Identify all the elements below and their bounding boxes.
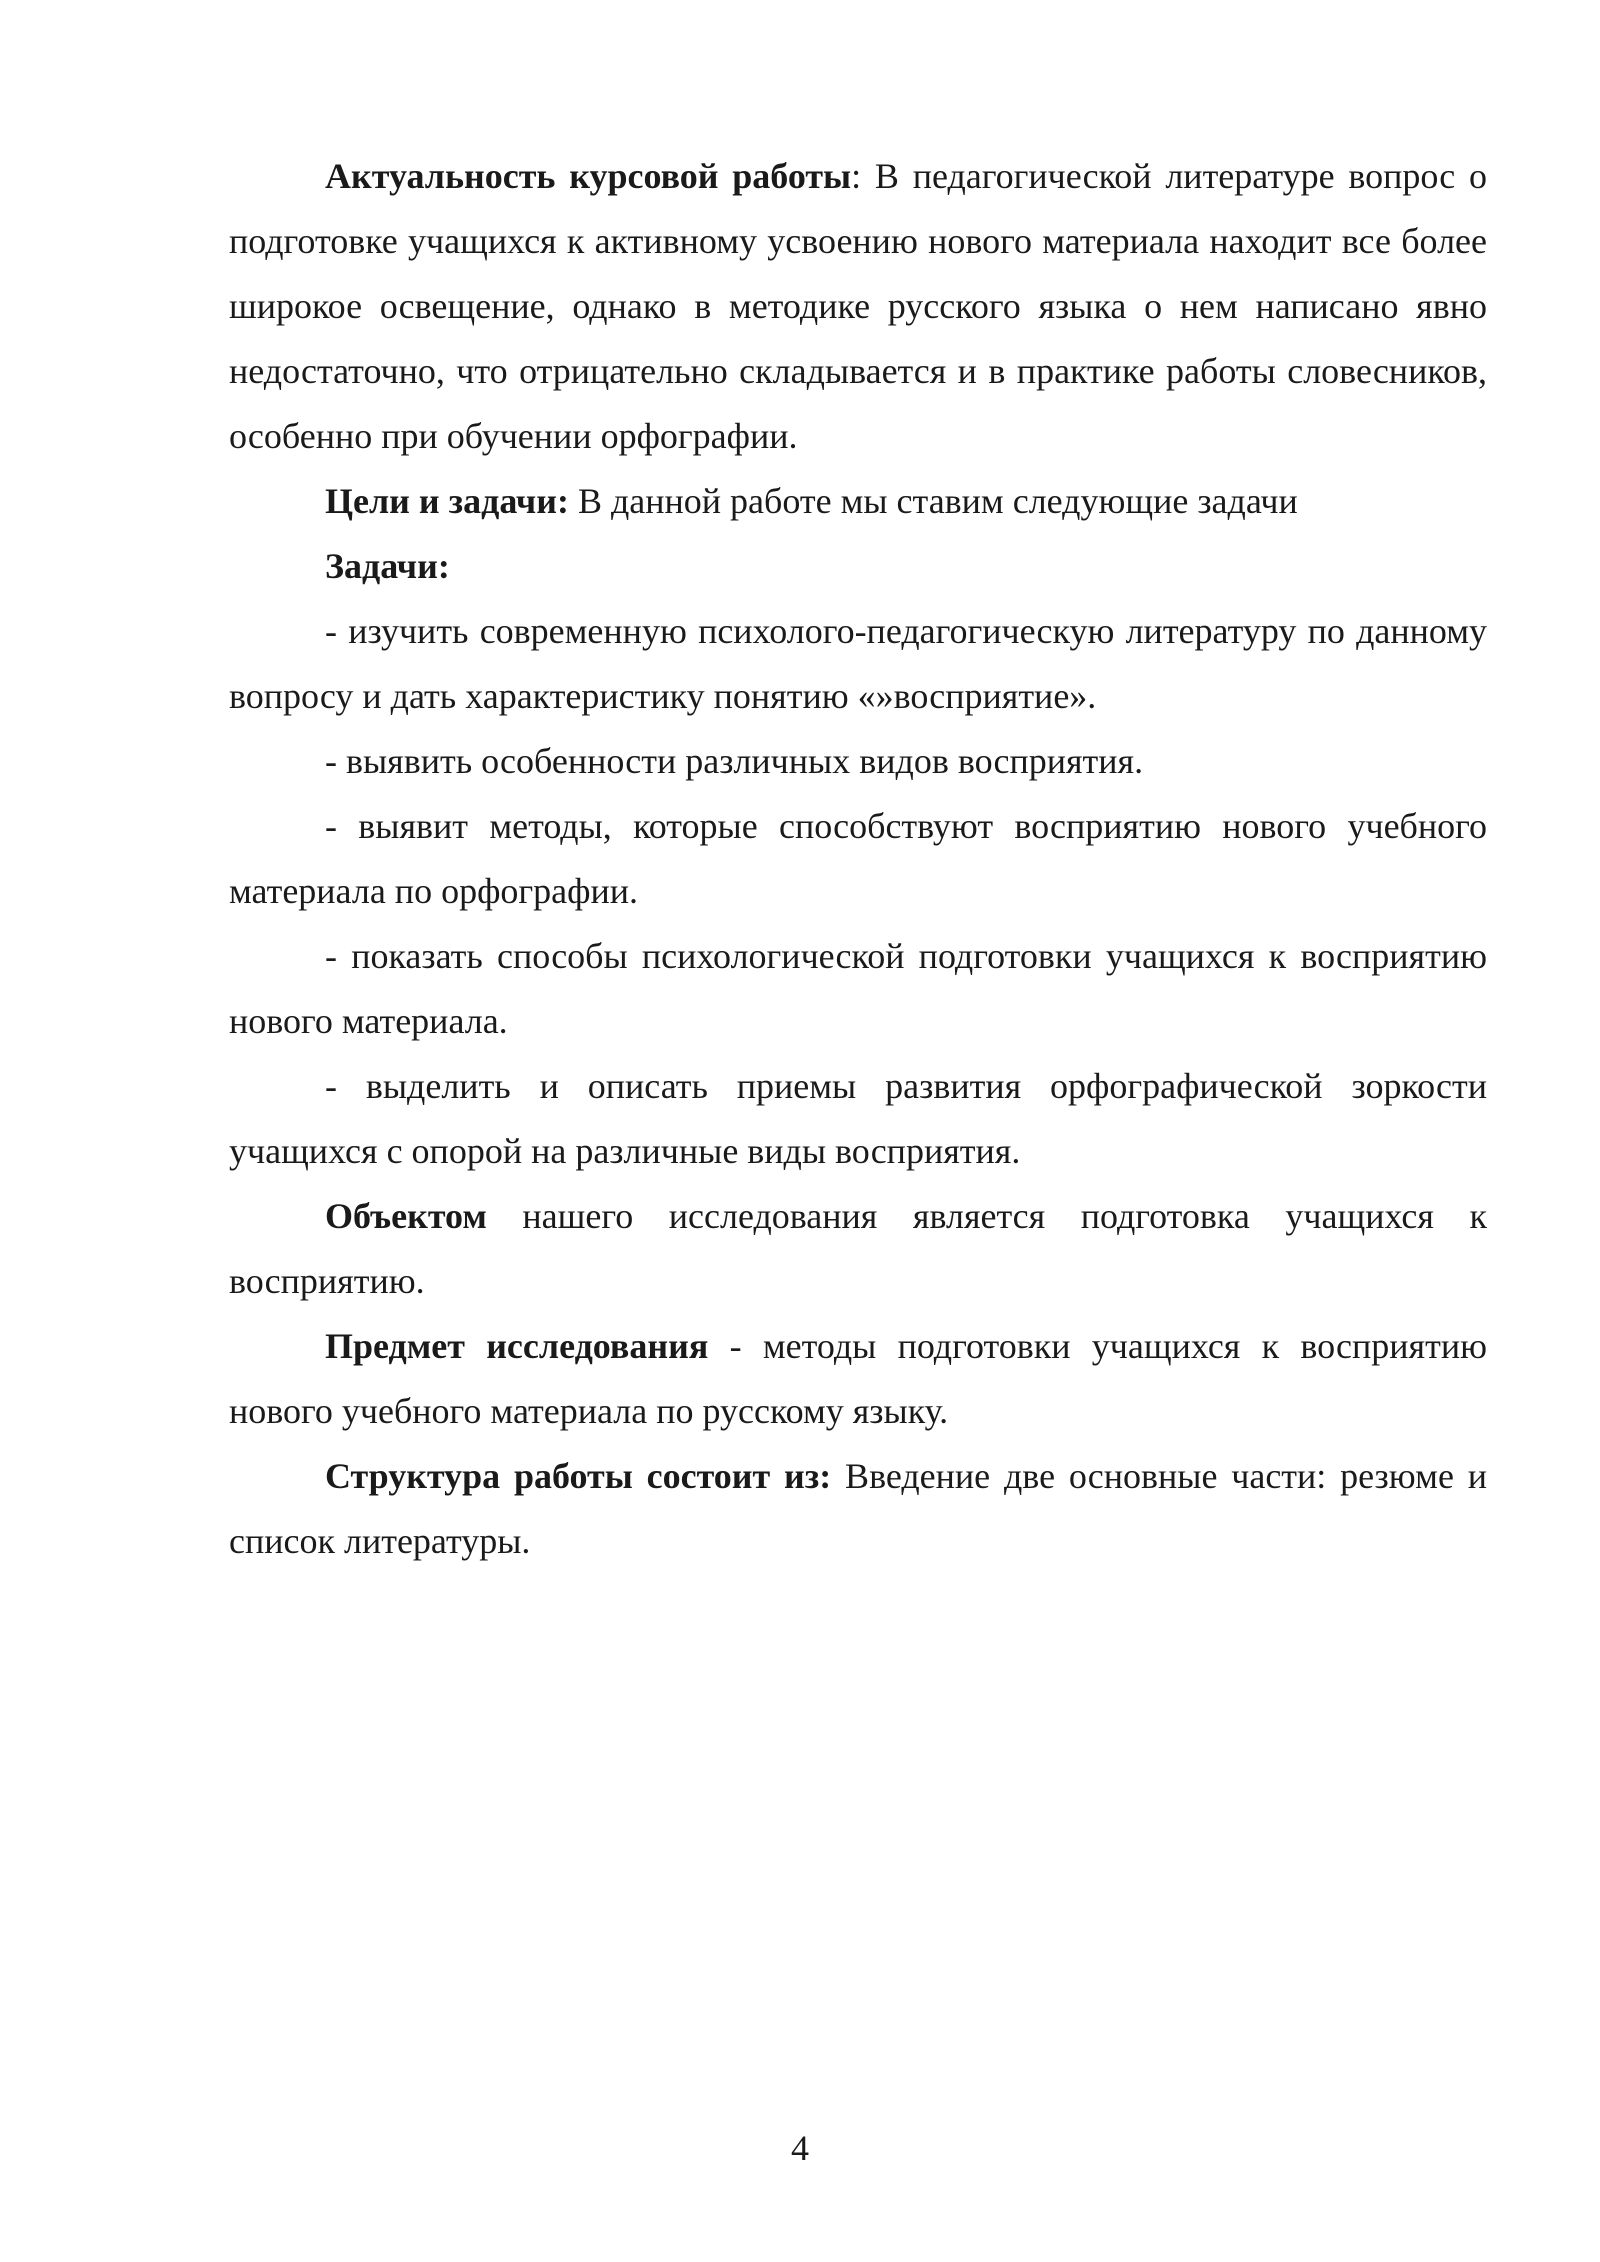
object-label: Объектом bbox=[325, 1196, 487, 1236]
page-content bbox=[229, 144, 1487, 1574]
goals-text: В данной работе мы ставим следующие задачи bbox=[568, 481, 1298, 521]
relevance-text: : В педагогической литературе вопрос о подготовке учащихся к активному усвоению нового материала находит все более широкое освещение, однако в методике русского языка о нем написано явно недостаточно, что отрицательно складывается и в практике работы словесников, особенно при обучении орфографии. bbox=[229, 156, 1488, 456]
relevance-label: Актуальность курсовой работы bbox=[325, 156, 852, 196]
tasks-heading bbox=[229, 534, 1487, 599]
paragraph-goals bbox=[229, 469, 1487, 534]
task-item: - изучить современную психолого-педагогическую литературу по данному вопросу и дать характеристику понятию «»восприятие». bbox=[229, 611, 1487, 716]
subject-label: Предмет исследования bbox=[325, 1326, 709, 1366]
task-item: - выделить и описать приемы развития орфографической зоркости учащихся с опорой на различные виды восприятия. bbox=[229, 1066, 1487, 1171]
goals-label: Цели и задачи: bbox=[325, 481, 569, 521]
structure-label: Структура работы состоит из: bbox=[325, 1456, 832, 1496]
paragraph-relevance bbox=[229, 144, 1487, 469]
paragraph-subject bbox=[229, 1314, 1487, 1444]
task-item: - выявить особенности различных видов восприятия. bbox=[325, 741, 1144, 781]
task-item: - выявит методы, которые способствуют восприятию нового учебного материала по орфографии. bbox=[229, 806, 1487, 911]
structure-text: Введение две основные части: резюме и список литературы. bbox=[229, 1456, 1487, 1561]
object-text: нашего исследования является подготовка учащихся к восприятию. bbox=[229, 1196, 1487, 1301]
subject-text: - методы подготовки учащихся к восприятию нового учебного материала по русскому языку. bbox=[229, 1326, 1487, 1431]
page-number: 4 bbox=[791, 2128, 809, 2168]
task-item: - показать способы психологической подготовки учащихся к восприятию нового материала. bbox=[229, 936, 1487, 1041]
tasks-heading-label: Задачи: bbox=[325, 546, 450, 586]
paragraph-structure bbox=[229, 1444, 1487, 1574]
paragraph-object bbox=[229, 1184, 1487, 1314]
